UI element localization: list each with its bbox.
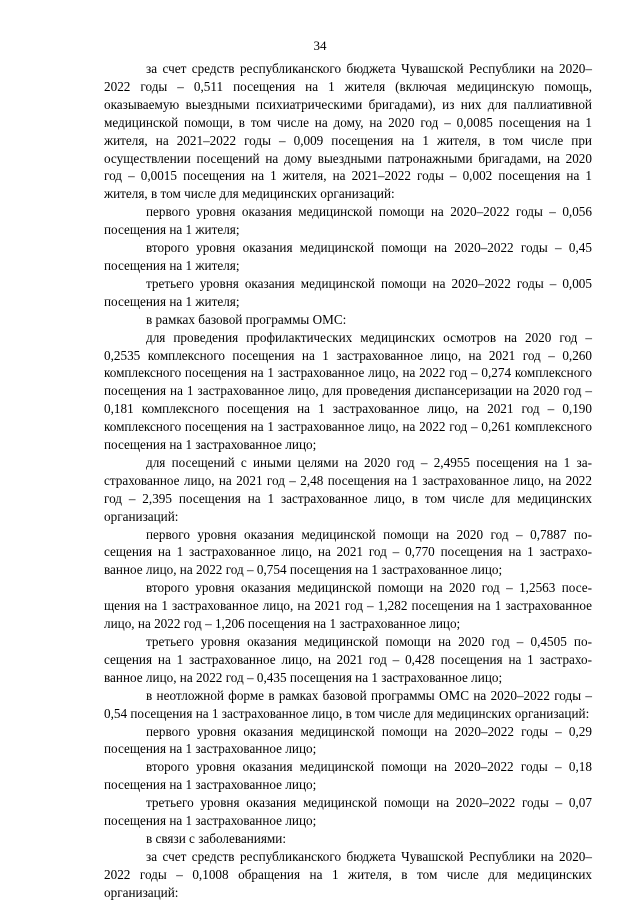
paragraph-first-level-budget: первого уровня оказания медицинской помощи на 2020–2022 годы – 0,056 посещения на 1 жителя;: [104, 204, 592, 238]
paragraph-first-level-oms: первого уровня оказания медицинской помощи на 2020 год – 0,7887 посещения на 1 застрахованное лицо, на 2021 год – 0,770 посещения на 1 застрахованное лицо, на 2022 год – 0,754 посещения на 1 застрахованное лицо;: [104, 526, 592, 578]
paragraph-second-level-budget: второго уровня оказания медицинской помощи на 2020–2022 годы – 0,45 посещения на 1 жителя;: [104, 240, 592, 273]
paragraph-urgent-care: в неотложной форме в рамках базовой программы ОМС на 2020–2022 годы – 0,54 посещения на 1 застрахованное лицо, в том числе для медицинских организаций:: [104, 687, 592, 721]
paragraph-disease-budget: за счет средств республиканского бюджета Чувашской Республики на 2020–2022 годы – 0,1008 обращения на 1 жителя, в том числе для медицинских организаций:: [104, 848, 592, 900]
paragraph-second-level-oms: второго уровня оказания медицинской помощи на 2020 год – 1,2563 посещения на 1 застрахованное лицо, на 2021 год – 1,282 посещения на 1 застрахованное лицо, на 2022 год – 1,206 посещения на 1 застрахованное лицо;: [104, 580, 592, 632]
paragraph-oms-heading: в рамках базовой программы ОМС:: [146, 311, 347, 327]
paragraph-preventive-exams: для проведения профилактических медицинских осмотров на 2020 год – 0,2535 комплексного посещения на 1 застрахованное лицо, на 2021 год – 0,260 комплексного посещения на 1 застрахованное лицо, на 2022 год – 0,274 комплексного посещения на 1 застрахованное лицо, для проведения диспансеризации на 2020 год – 0,181 комплексного посещения на 1 застрахованное лицо, на 2021 год – 0,190 комплексного посещения на 1 застрахованное лицо, на 2022 год – 0,261 комплексного посещения на 1 застрахованное лицо;: [104, 329, 592, 453]
paragraph-disease-heading: в связи с заболеваниями:: [146, 830, 286, 846]
document-body: [104, 60, 592, 902]
paragraph-first-level-urgent: первого уровня оказания медицинской помощи на 2020–2022 годы – 0,29 посещения на 1 застрахованное лицо;: [104, 723, 592, 757]
paragraph-third-level-oms: третьего уровня оказания медицинской помощи на 2020 год – 0,4505 посещения на 1 застрахованное лицо, на 2021 год – 0,428 посещения на 1 застрахованное лицо, на 2022 год – 0,435 посещения на 1 застрахованное лицо;: [104, 634, 592, 685]
paragraph-third-level-urgent: третьего уровня оказания медицинской помощи на 2020–2022 годы – 0,07 посещения на 1 застрахованное лицо;: [104, 795, 592, 829]
paragraph-second-level-urgent: второго уровня оказания медицинской помощи на 2020–2022 годы – 0,18 посещения на 1 застрахованное лицо;: [104, 759, 592, 793]
paragraph-third-level-budget: третьего уровня оказания медицинской помощи на 2020–2022 годы – 0,005 посещения на 1 жителя;: [104, 275, 592, 309]
paragraph-budget-visits: за счет средств республиканского бюджета Чувашской Республики на 2020–2022 годы – 0,511 посещения на 1 жителя (включая медицинскую помощь, оказываемую выездными психиатрическими бригадами), из них для паллиативной медицинской помощи, в том числе на дому, на 2020 год – 0,0085 посещения на 1 жителя, на 2021–2022 годы – 0,009 посещения на 1 жителя, в том числе при осуществлении посещений на дому выездными патронажными бригадами, на 2020 год – 0,0015 посещения на 1 жителя, на 2021–2022 годы – 0,002 посещения на 1 жителя, в том числе для медицинских организаций:: [104, 61, 592, 202]
page-number: 34: [313, 38, 327, 53]
paragraph-other-purpose-visits: для посещений с иными целями на 2020 год – 2,4955 посещения на 1 застрахованное лицо, на 2021 год – 2,48 посещения на 1 застрахованное лицо, на 2022 год – 2,395 посещения на 1 застрахованное лицо, в том числе для медицинских организаций:: [104, 454, 592, 524]
